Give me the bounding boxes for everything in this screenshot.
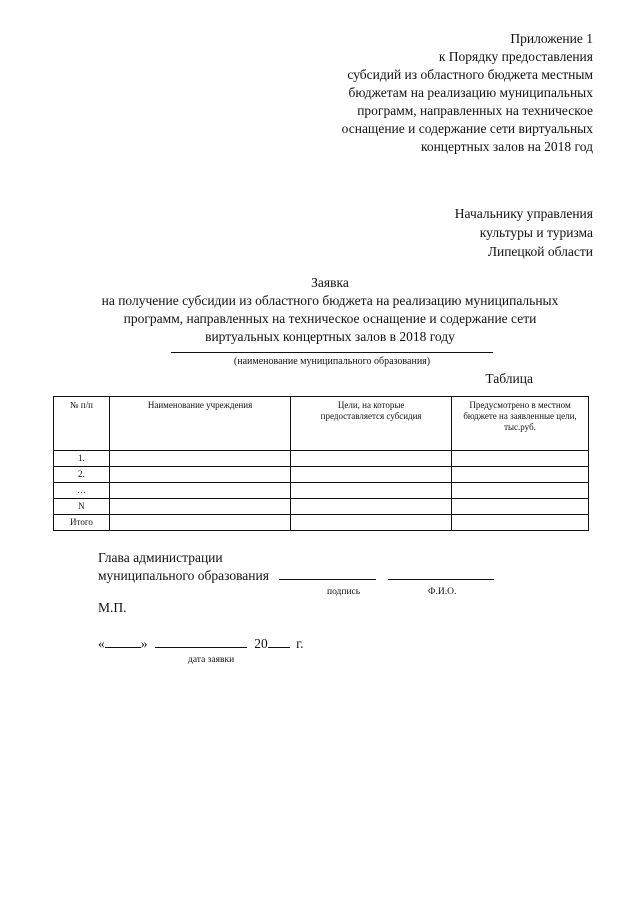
row-number-cell: …	[54, 483, 110, 499]
appendix-line: к Порядку предоставления	[438, 49, 593, 64]
heading-line: программ, направленных на техническое оснащение и содержание сети	[123, 311, 537, 326]
table-cell[interactable]	[291, 467, 452, 483]
date-suffix: г.	[296, 636, 304, 651]
table-cell[interactable]	[291, 483, 452, 499]
column-header-institution: Наименование учреждения	[109, 397, 290, 451]
addressee-line: Начальнику управления	[454, 206, 593, 221]
addressee-line: Липецкой области	[487, 244, 593, 259]
table-header-row	[54, 397, 589, 451]
date-row	[98, 636, 304, 652]
fio-blank[interactable]	[388, 579, 494, 580]
appendix-header	[293, 30, 593, 156]
date-day-blank[interactable]	[105, 647, 141, 648]
table-cell[interactable]	[291, 515, 452, 531]
application-table	[53, 396, 589, 531]
header-text: Цели, на которые предоставляется субсидия	[320, 400, 422, 421]
head-title-line2: муниципального образования	[98, 568, 269, 583]
table-cell[interactable]	[109, 515, 290, 531]
appendix-line: Приложение 1	[510, 31, 593, 46]
date-caption: дата заявки	[188, 655, 235, 665]
column-header-budget	[452, 397, 589, 451]
header-text: № п/п	[69, 400, 93, 410]
municipality-blank-line[interactable]	[171, 352, 493, 353]
table-row	[54, 467, 589, 483]
addressee-line: культуры и туризма	[479, 225, 593, 240]
addressee-block	[353, 204, 593, 261]
table-cell[interactable]	[109, 499, 290, 515]
table-cell[interactable]	[452, 467, 589, 483]
appendix-line: оснащение и содержание сети виртуальных	[341, 121, 593, 136]
row-number-cell: 1.	[54, 451, 110, 467]
column-header-goals	[291, 397, 452, 451]
date-year-blank[interactable]	[268, 647, 290, 648]
signature-blank[interactable]	[279, 579, 376, 580]
row-number-cell: N	[54, 499, 110, 515]
municipality-caption: (наименование муниципального образования)	[233, 356, 431, 367]
signature-caption: подпись	[327, 587, 361, 597]
table-cell[interactable]	[452, 451, 589, 467]
head-title-line2-row	[98, 568, 494, 584]
column-header-number	[54, 397, 110, 451]
header-text: Предусмотрено в местном бюджете на заявленные цели, тыс.руб.	[463, 400, 577, 432]
appendix-line: программ, направленных на техническое	[357, 103, 593, 118]
appendix-line: концертных залов на 2018 год	[420, 139, 593, 154]
table-row	[54, 451, 589, 467]
table-cell[interactable]	[291, 451, 452, 467]
table-cell[interactable]	[452, 515, 589, 531]
heading-line: виртуальных концертных залов в 2018 году	[205, 329, 455, 344]
table-cell[interactable]	[109, 483, 290, 499]
heading-line: на получение субсидии из областного бюджета на реализацию муниципальных	[101, 293, 559, 308]
date-close-quote: »	[140, 636, 148, 651]
table-cell[interactable]	[452, 483, 589, 499]
table-cell[interactable]	[109, 467, 290, 483]
table-cell[interactable]	[291, 499, 452, 515]
total-label-cell: Итого	[54, 515, 110, 531]
table-total-row	[54, 515, 589, 531]
head-title-line1: Глава администрации	[98, 550, 223, 565]
stamp-label: М.П.	[98, 600, 127, 615]
table-row	[54, 483, 589, 499]
appendix-line: бюджетам на реализацию муниципальных	[348, 85, 593, 100]
table-row	[54, 499, 589, 515]
date-open-quote: «	[98, 636, 105, 651]
appendix-line: субсидий из областного бюджета местным	[347, 67, 593, 82]
date-year-prefix: 20	[254, 636, 268, 651]
table-caption: Таблица	[485, 371, 533, 386]
document-title: Заявка	[311, 275, 349, 290]
table-cell[interactable]	[452, 499, 589, 515]
date-month-blank[interactable]	[155, 647, 247, 648]
fio-caption: Ф.И.О.	[428, 587, 457, 597]
row-number-cell: 2.	[54, 467, 110, 483]
document-heading	[40, 274, 620, 346]
table-cell[interactable]	[109, 451, 290, 467]
